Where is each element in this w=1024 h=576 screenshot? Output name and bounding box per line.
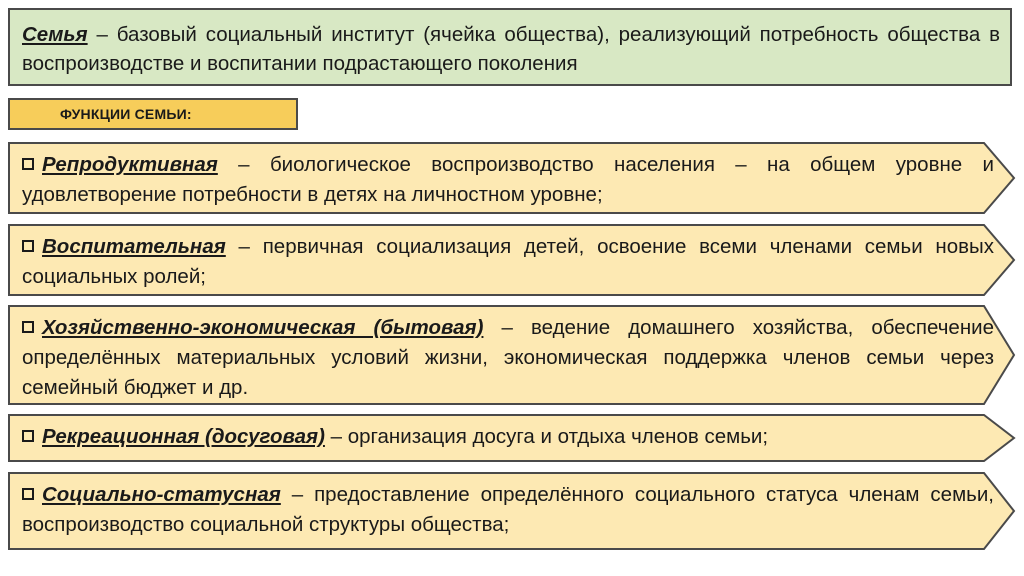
function-educational bbox=[8, 224, 1016, 296]
definition-term: Семья bbox=[22, 23, 88, 46]
function-text bbox=[22, 313, 994, 403]
function-description: – ведение домашнего хозяйства, обеспечение определённых материальных условий жизни, экономическая поддержка членов семьи через семейный бюджет и др. bbox=[22, 316, 994, 399]
function-status bbox=[8, 472, 1016, 550]
function-name: Репродуктивная bbox=[42, 153, 218, 176]
function-name: Хозяйственно-экономическая (бытовая) bbox=[42, 316, 484, 339]
function-reproductive bbox=[8, 142, 1016, 214]
checkbox-bullet-icon bbox=[22, 321, 34, 333]
function-description: – первичная социализация детей, освоение всеми членами семьи новых социальных ролей; bbox=[22, 235, 994, 288]
checkbox-bullet-icon bbox=[22, 158, 34, 170]
function-description: – предоставление определённого социального статуса членам семьи, воспроизводство социальной структуры общества; bbox=[22, 483, 994, 536]
definition-text: – базовый социальный институт (ячейка общества), реализующий потребность общества в воспроизводстве и воспитании подрастающего поколения bbox=[22, 23, 1000, 75]
function-name: Социально-статусная bbox=[42, 483, 281, 506]
function-text bbox=[22, 232, 994, 292]
checkbox-bullet-icon bbox=[22, 430, 34, 442]
functions-title: ФУНКЦИИ СЕМЬИ: bbox=[8, 98, 298, 130]
function-description: – биологическое воспроизводство населения – на общем уровне и удовлетворение потребности в детях на личностном уровне; bbox=[22, 153, 994, 206]
function-recreational bbox=[8, 414, 1016, 462]
function-text bbox=[22, 150, 994, 210]
function-name: Рекреационная (досуговая) bbox=[42, 425, 325, 448]
function-name: Воспитательная bbox=[42, 235, 226, 258]
checkbox-bullet-icon bbox=[22, 240, 34, 252]
checkbox-bullet-icon bbox=[22, 488, 34, 500]
function-text bbox=[22, 480, 994, 540]
function-economic bbox=[8, 305, 1016, 405]
function-description: – организация досуга и отдыха членов семьи; bbox=[324, 425, 769, 448]
definition-box bbox=[8, 8, 1012, 86]
function-text bbox=[22, 422, 994, 452]
